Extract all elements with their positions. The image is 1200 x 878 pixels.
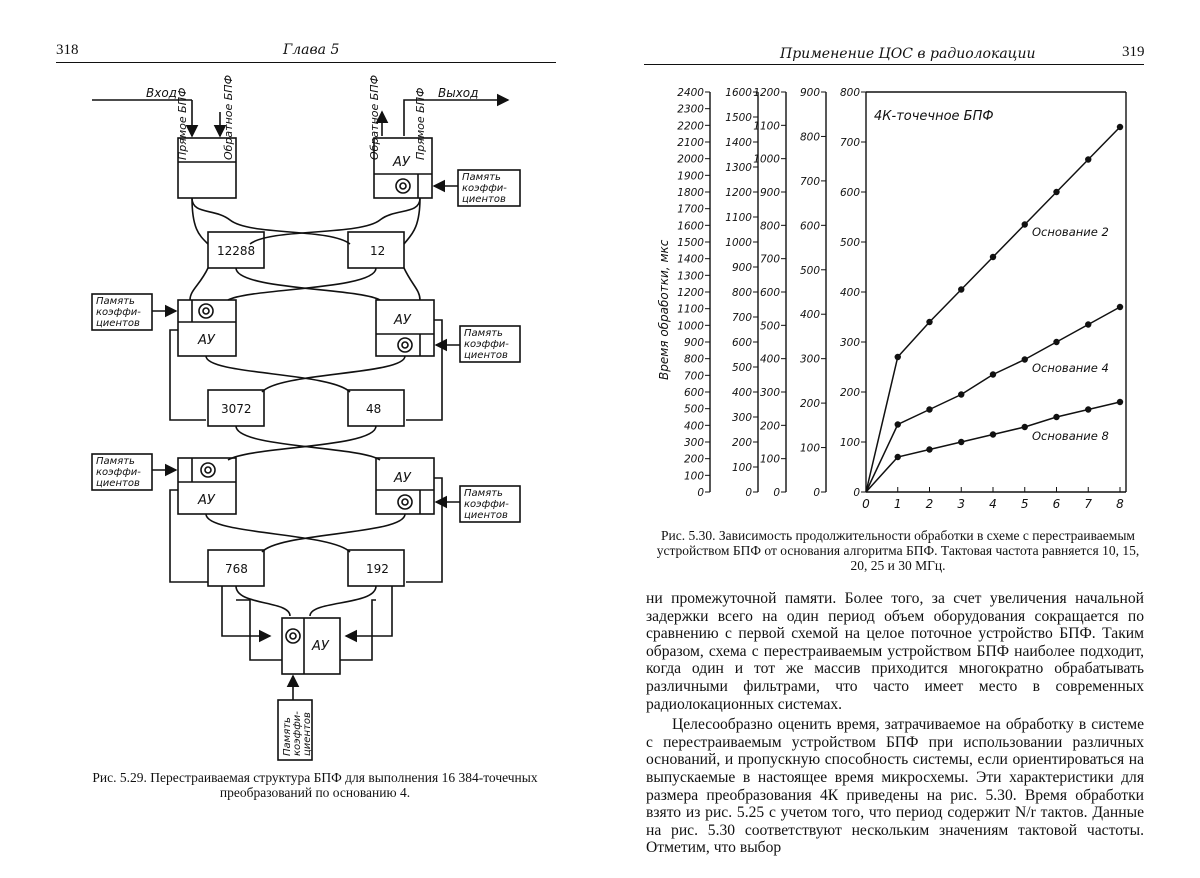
y-tick-label-4-6: 300 (799, 353, 820, 366)
au-label-3-left: АУ (198, 493, 215, 508)
y-tick-label-5-0: 800 (839, 87, 860, 99)
x-tick-label-6: 6 (1052, 497, 1061, 511)
coeff-memory-5-l1: Память (464, 488, 503, 499)
y-tick-label-2-14: 200 (731, 437, 752, 449)
coeff-memory-6-l2: коэффи- (292, 711, 303, 756)
coeff-memory-5-l3: циентов (464, 510, 508, 521)
y-tick-label-1-12: 1200 (677, 287, 704, 299)
y-tick-label-5-6: 200 (839, 387, 860, 399)
y-tick-label-1-8: 1600 (677, 220, 704, 233)
series-2-point-4 (990, 371, 996, 377)
coeff-memory-2-l2: коэффи- (96, 307, 141, 318)
y-tick-label-1-4: 2000 (677, 153, 704, 166)
direct-fft-label-left: Прямое БПФ (176, 87, 189, 160)
y-tick-label-1-2: 2200 (677, 120, 704, 133)
x-tick-label-1: 1 (893, 497, 902, 511)
series-1-point-6 (1053, 189, 1059, 195)
y-tick-label-4-8: 100 (799, 442, 820, 455)
y-tick-label-2-16: 0 (745, 487, 752, 499)
y-tick-label-2-2: 1400 (725, 137, 752, 149)
y-tick-label-1-9: 1500 (677, 237, 704, 249)
series-2-point-8 (1117, 304, 1123, 310)
fft-structure-diagram (0, 0, 600, 800)
y-tick-label-1-15: 900 (683, 337, 704, 349)
y-tick-label-3-4: 800 (759, 220, 780, 233)
series-1-point-1 (895, 354, 901, 360)
running-head-left: Глава 5 (283, 42, 340, 58)
series-3-point-4 (990, 431, 996, 437)
coeff-memory-4-l2: коэффи- (96, 467, 141, 478)
series-2-point-7 (1085, 321, 1091, 327)
y-tick-label-1-14: 1000 (677, 320, 704, 333)
y-tick-label-2-1: 1500 (725, 112, 752, 124)
y-tick-label-1-17: 700 (683, 370, 704, 383)
au-label-2-right: АУ (394, 313, 411, 328)
y-tick-label-1-23: 100 (683, 470, 704, 483)
y-tick-label-1-20: 400 (683, 420, 704, 433)
y-tick-label-1-10: 1400 (677, 253, 704, 266)
page-number-left: 318 (56, 42, 79, 58)
series-line-3 (866, 402, 1120, 492)
au-label-3-right: АУ (394, 471, 411, 486)
header-rule-right (644, 64, 1144, 65)
coeff-memory-4-l3: циентов (96, 478, 140, 489)
series-2-point-1 (895, 421, 901, 427)
coeff-memory-3-l2: коэффи- (464, 339, 509, 350)
y-tick-label-3-11: 100 (759, 453, 780, 466)
buffer-768: 768 (225, 562, 248, 576)
paragraph-2: Целесообразно оценить время, затрачиваемое на обработку в системе с перестраиваемым устройством БПФ при использовании различных оснований, и пропускную способность системы, если ориентироваться на выпускаемые в настоящее время микросхемы. Эти характеристики для размера преобразования 4К приведены на рис. 5.30. Время обработки взято из рис. 5.25 с учетом того, что период содержит N/r тактов. Данные на рис. 5.30 соответствуют нескольким значениям тактовой частоты. Отметим, что выбор (646, 716, 1144, 857)
chart-title: 4К-точечное БПФ (874, 109, 994, 124)
series-1-point-3 (958, 286, 964, 292)
y-tick-label-5-7: 100 (839, 437, 860, 449)
au-label-top-right: АУ (393, 155, 410, 170)
direct-fft-label-right: Прямое БПФ (414, 87, 427, 160)
y-tick-label-4-2: 700 (799, 175, 820, 188)
series-3-point-5 (1022, 424, 1028, 430)
y-tick-label-5-5: 300 (839, 337, 860, 349)
y-tick-label-2-9: 700 (731, 312, 752, 324)
inverse-fft-label-left: Обратное БПФ (222, 74, 235, 160)
y-tick-label-1-5: 1900 (677, 170, 704, 183)
buffer-48: 48 (366, 402, 382, 416)
x-tick-label-8: 8 (1116, 497, 1124, 511)
x-tick-label-0: 0 (862, 497, 870, 511)
x-tick-label-5: 5 (1020, 497, 1029, 511)
series-2-point-5 (1022, 356, 1028, 362)
series-2-point-2 (926, 406, 932, 412)
y-tick-label-4-7: 200 (799, 398, 820, 411)
y-tick-label-1-13: 1100 (677, 303, 704, 316)
series-label-1: Основание 2 (1032, 225, 1109, 239)
y-tick-label-4-0: 900 (799, 87, 820, 99)
series-3-point-8 (1117, 399, 1123, 405)
y-tick-label-1-0: 2400 (677, 87, 704, 99)
input-label: Вход (146, 86, 177, 100)
y-tick-label-5-4: 400 (839, 287, 860, 299)
y-tick-label-1-19: 500 (683, 403, 704, 416)
y-tick-label-4-1: 800 (799, 131, 820, 144)
buffer-12: 12 (370, 244, 386, 258)
series-1-point-2 (926, 319, 932, 325)
y-tick-label-1-21: 300 (683, 437, 704, 449)
y-tick-label-3-0: 1200 (753, 87, 780, 99)
y-tick-label-1-6: 1800 (677, 187, 704, 199)
coeff-memory-3-l3: циентов (464, 350, 508, 361)
y-tick-label-3-6: 600 (759, 287, 780, 299)
series-label-2: Основание 4 (1032, 361, 1109, 375)
y-tick-label-3-8: 400 (759, 353, 780, 366)
y-tick-label-1-16: 800 (683, 353, 704, 366)
buffer-12288: 12288 (217, 244, 256, 258)
series-line-2 (866, 307, 1120, 492)
series-label-3: Основание 8 (1032, 429, 1109, 443)
series-3-point-6 (1053, 414, 1059, 420)
y-tick-label-4-5: 400 (799, 309, 820, 322)
buffer-3072: 3072 (221, 402, 252, 416)
coeff-memory-6-l3: циентов (302, 712, 313, 756)
paragraph-1: ни промежуточной памяти. Более того, за счет увеличения начальной задержки всего на один период объем оборудования сокращается по сравнению с первой схемой на целое поточное устройство БПФ. Таким образом, схема с перестраиваемым устройством БПФ наиболее подходит, когда один и тот же массив приходится многократно обрабатывать различными фильтрами, что часто имеет место в современных радиолокационных системах. (646, 590, 1144, 713)
series-3-point-2 (926, 446, 932, 452)
series-3-point-7 (1085, 406, 1091, 412)
series-3-point-1 (895, 454, 901, 460)
series-1-point-8 (1117, 124, 1123, 130)
y-tick-label-2-11: 500 (731, 362, 752, 374)
figure-caption-5-30: Рис. 5.30. Зависимость продолжительности обработки в схеме с перестраиваемым устройством БПФ от основания алгоритма БПФ. Тактовая частота равняется 10, 15, 20, 25 и 30 МГц. (656, 528, 1140, 573)
y-tick-label-2-15: 100 (731, 462, 752, 474)
y-tick-label-2-5: 1100 (725, 212, 752, 224)
y-tick-label-2-12: 400 (731, 387, 752, 399)
y-tick-label-1-3: 2100 (677, 137, 704, 149)
page-number-right: 319 (1122, 44, 1145, 60)
series-3-point-3 (958, 439, 964, 445)
coeff-memory-2-l3: циентов (96, 318, 140, 329)
y-tick-label-2-8: 800 (731, 287, 752, 299)
y-tick-label-3-1: 1100 (753, 120, 780, 133)
y-axis-label: Время обработки, мкс (657, 239, 671, 380)
y-tick-label-3-5: 700 (759, 253, 780, 266)
output-label: Выход (438, 86, 479, 100)
coeff-memory-6-l1: Память (282, 717, 293, 756)
y-tick-label-4-4: 500 (799, 264, 820, 277)
y-tick-label-3-12: 0 (773, 487, 780, 499)
y-tick-label-2-10: 600 (731, 337, 752, 349)
coeff-memory-1-l1: Память (462, 172, 501, 183)
y-tick-label-3-3: 900 (759, 187, 780, 199)
y-tick-label-1-24: 0 (697, 487, 704, 499)
inverse-fft-label-right: Обратное БПФ (368, 74, 381, 160)
figure-caption-5-29: Рис. 5.29. Перестраиваемая структура БПФ для выполнения 16 384-точечных преобразований по основанию 4. (92, 770, 538, 800)
y-tick-label-2-3: 1300 (725, 162, 752, 174)
series-1-point-5 (1022, 221, 1028, 227)
x-tick-label-7: 7 (1084, 497, 1093, 511)
y-tick-label-3-2: 1000 (753, 153, 780, 166)
series-1-point-7 (1085, 156, 1091, 162)
body-text (646, 590, 1144, 857)
coeff-memory-3-l1: Память (464, 328, 503, 339)
series-1-point-4 (990, 254, 996, 260)
coeff-memory-1-l2: коэффи- (462, 183, 507, 194)
processing-time-chart (640, 80, 1150, 520)
y-tick-label-4-9: 0 (813, 487, 820, 499)
series-2-point-6 (1053, 339, 1059, 345)
y-tick-label-1-1: 2300 (677, 103, 704, 116)
y-tick-label-5-2: 600 (839, 187, 860, 199)
y-tick-label-1-18: 600 (683, 387, 704, 399)
y-tick-label-3-7: 500 (759, 320, 780, 333)
y-tick-label-4-3: 600 (799, 220, 820, 233)
y-tick-label-1-22: 200 (683, 453, 704, 466)
y-tick-label-2-7: 900 (731, 262, 752, 274)
y-tick-label-2-13: 300 (731, 412, 752, 424)
y-tick-label-1-11: 1300 (677, 270, 704, 283)
coeff-memory-2-l1: Память (96, 296, 135, 307)
y-tick-label-5-3: 500 (839, 237, 860, 249)
x-tick-label-3: 3 (957, 497, 966, 511)
y-tick-label-5-8: 0 (853, 487, 860, 499)
au-label-bottom: АУ (312, 639, 329, 654)
buffer-192: 192 (366, 562, 389, 576)
y-tick-label-1-7: 1700 (677, 203, 704, 216)
au-label-2-left: АУ (198, 333, 215, 348)
coeff-memory-5-l2: коэффи- (464, 499, 509, 510)
running-head-right: Применение ЦОС в радиолокации (780, 46, 1036, 62)
y-tick-label-2-6: 1000 (725, 237, 752, 249)
x-tick-label-4: 4 (989, 497, 997, 511)
series-2-point-3 (958, 391, 964, 397)
coeff-memory-1-l3: циентов (462, 194, 506, 205)
y-tick-label-5-1: 700 (839, 137, 860, 149)
y-tick-label-3-10: 200 (759, 420, 780, 433)
y-tick-label-3-9: 300 (759, 387, 780, 399)
coeff-memory-4-l1: Память (96, 456, 135, 467)
y-tick-label-2-4: 1200 (725, 187, 752, 199)
x-tick-label-2: 2 (925, 497, 934, 511)
y-tick-label-2-0: 1600 (725, 87, 752, 99)
